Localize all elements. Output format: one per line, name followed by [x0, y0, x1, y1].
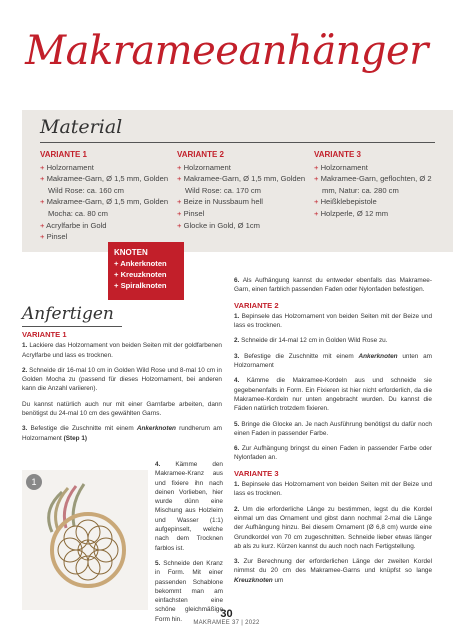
list-item: + Spiralknoten [114, 281, 167, 290]
v2-step-1: 1. Bepinsele das Holzornament von beiden Seiten mit der Beize und lass es trocknen. [234, 312, 432, 330]
step-1-photo [22, 470, 148, 610]
variant-1-list [40, 149, 170, 243]
page-number: 30 [220, 608, 233, 620]
v3-step-3: 3. Zur Berechnung der erforderlichen Länge der zweiten Kordel nimmst du 20 cm des Makramee-Garns und knüpfst so lange Kreuzknoten um [234, 558, 432, 584]
list-item: + Makramee-Garn, Ø 1,5 mm, Golden Wild Rose: ca. 160 cm [40, 174, 169, 195]
variant-1-heading: VARIANTE 1 [40, 150, 87, 159]
instructions-beside-photo [155, 460, 223, 630]
page-title: Makrameeanhänger [25, 28, 428, 74]
step-badge: 1 [31, 477, 37, 487]
step-4: 4. Kämme den Makramee-Kranz aus und fixiere ihn nach deinen Vorlieben, hier wurde dünn eine Mischung aus Holzleim und Wasser (1:1) aufgepinselt, welche nach dem Trocknen farblos ist. [155, 461, 223, 552]
list-item: + Makramee-Garn, Ø 1,5 mm, Golden Wild Rose: ca. 170 cm [177, 174, 306, 195]
list-item: + Pinsel [40, 232, 68, 242]
list-item: + Glocke in Gold, Ø 1cm [177, 220, 260, 230]
step-2: 2. Schneide dir 16-mal 10 cm in Golden Wild Rose und 8-mal 10 cm in Golden Mocha zu (passend für dieses Holzornament, bei anderen kann die Anzahl variieren). [22, 366, 222, 393]
variant-3-heading: VARIANTE 3 [314, 150, 361, 159]
step-6: 6. Als Aufhängung kannst du entweder ebenfalls das Makramee-Garn, einen farblich passenden Faden oder Nylonfaden befestigen. [234, 277, 432, 294]
knoten-heading: KNOTEN [114, 248, 148, 257]
list-item: + Makramee-Garn, Ø 1,5 mm, Golden Mocha: ca. 80 cm [40, 197, 169, 218]
anfertigen-heading: Anfertigen [22, 304, 114, 324]
list-item: + Pinsel [177, 208, 205, 218]
list-item: + Heißklebepistole [314, 197, 377, 207]
variant-1-steps-heading: VARIANTE 1 [22, 330, 67, 339]
list-item: + Holzornament [40, 162, 94, 172]
variant-2-list [177, 149, 307, 231]
v2-step-5: 5. Bringe die Glocke an. Je nach Ausführung benötigst du dafür noch einen Faden in passender Farbe. [234, 420, 432, 437]
ornament-illustration [22, 470, 148, 610]
list-item: + Beize in Nussbaum hell [177, 197, 263, 207]
list-item: + Holzornament [177, 162, 231, 172]
step-5: 5. Schneide den Kranz in Form. Mit einer passenden Schablone bekommt man am einfachsten eine schöne gleichmäßige Form hin. [155, 559, 223, 623]
variant-2-steps-heading: VARIANTE 2 [234, 300, 279, 310]
step-2-note: Du kannst natürlich auch nur mit einer Garnfarbe arbeiten, dann benötigst du 24-mal 10 cm des gewählten Garns. [22, 400, 222, 418]
list-item: + Makramee-Garn, geflochten, Ø 2 mm, Natur: ca. 280 cm [314, 174, 432, 195]
step-3: 3. Befestige die Zuschnitte mit einem Ankerknoten rundherum am Holzornament (Step 1) [22, 425, 222, 442]
v2-step-4: 4. Kämme die Makramee-Kordeln aus und schneide sie gegebenenfalls in Form. Ein Fixieren ist hier nicht erforderlich, da die Makramee-Kordeln nur unten angebracht wurden. Du kannst die Fäden natürlich trotzdem fixieren. [234, 377, 432, 413]
v3-step-2: 2. Um die erforderliche Länge zu bestimmen, legst du die Kordel einmal um das Ornament und gibst dann nochmal 2-mal die Länge der Aufhängung hinzu. Bei diesem Ornament (Ø 6,8 cm) wurde eine Grundkordel von 70 cm zugeschnitten. Schneide lieber etwas länger ab als zu kurz. Kürzen kannst du auch noch nach Fertigstellung. [234, 505, 433, 550]
v2-step-2: 2. Schneide dir 14-mal 12 cm in Golden Wild Rose zu. [234, 337, 388, 345]
list-item: + Holzornament [314, 162, 368, 172]
list-item: + Acrylfarbe in Gold [40, 220, 107, 230]
knoten-box [108, 242, 184, 300]
v2-step-6: 6. Zur Aufhängung bringst du einen Faden in passender Farbe oder Nylonfaden an. [234, 445, 432, 462]
instructions-right-column [234, 276, 432, 591]
instructions-left-column [22, 330, 222, 449]
v2-step-3: 3. Befestige die Zuschnitte mit einem Ankerknoten unten am Holzornament [234, 352, 432, 370]
anfertigen-divider [22, 326, 122, 327]
v3-step-1: 1. Bepinsele das Holzornament von beiden Seiten mit der Beize und lass es trocknen. [234, 481, 432, 498]
variant-3-list [314, 149, 444, 220]
magazine-issue: MAKRAMEE 37 | 2022 [193, 620, 260, 626]
variant-3-steps-heading: VARIANTE 3 [234, 468, 279, 478]
variant-2-heading: VARIANTE 2 [177, 150, 224, 159]
material-heading: Material [40, 116, 123, 138]
material-divider [40, 142, 435, 143]
list-item: + Holzperle, Ø 12 mm [314, 208, 389, 218]
list-item: + Ankerknoten [114, 259, 167, 268]
page-footer [0, 608, 453, 626]
material-box [22, 110, 453, 252]
list-item: + Kreuzknoten [114, 270, 167, 279]
step-1: 1. Lackiere das Holzornament von beiden Seiten mit der goldfarbenen Acrylfarbe und lass es trocknen. [22, 342, 222, 359]
